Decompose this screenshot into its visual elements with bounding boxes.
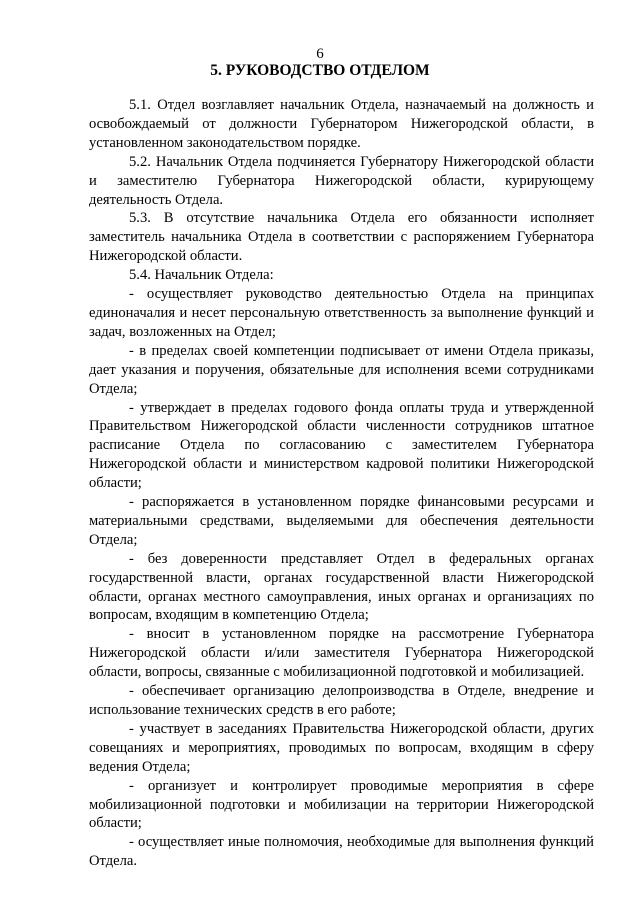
list-item-leadership: - осуществляет руководство деятельностью Отдела на принципах единоначалия и несет персональную ответственность за выполнение функций и задач, возложенных на Отдел; <box>89 286 594 340</box>
section-body <box>89 96 594 871</box>
list-item-representation: - без доверенности представляет Отдел в федеральных органах государственной власти, органах государственной власти Нижегородской области, органах местного самоуправления, иных органах и организациях по вопросам, входящим в компетенцию Отдела; <box>89 550 594 624</box>
list-item-proposals: - вносит в установленном порядке на рассмотрение Губернатора Нижегородской области и/или заместителя Губернатора Нижегородской области, вопросы, связанные с мобилизационной подготовкой и мобилизацией. <box>89 626 594 681</box>
list-item-other-powers: - осуществляет иные полномочия, необходимые для выполнения функций Отдела. <box>89 834 594 870</box>
page-number: 6 <box>316 46 324 62</box>
list-item-finances: - распоряжается в установленном порядке финансовыми ресурсами и материальными средствами, выделяемыми для обеспечения деятельности Отдела; <box>89 494 594 548</box>
section-title: 5. РУКОВОДСТВО ОТДЕЛОМ <box>210 62 430 79</box>
list-item-meetings: - участвует в заседаниях Правительства Нижегородской области, других совещаниях и мероприятиях, проводимых по вопросам, входящим в сферу ведения Отдела; <box>89 720 594 775</box>
paragraph-5-1: 5.1. Отдел возглавляет начальник Отдела, назначаемый на должность и освобождаемый от должности Губернатором Нижегородской области, в установленном законодательством порядке. <box>89 97 594 151</box>
list-item-mobilization-control: - организует и контролирует проводимые мероприятия в сфере мобилизационной подготовки и мобилизации на территории Нижегородской области; <box>89 777 594 832</box>
list-item-signing-orders: - в пределах своей компетенции подписывает от имени Отдела приказы, дает указания и поручения, обязательные для исполнения всеми сотрудниками Отдела; <box>89 342 594 397</box>
paragraph-5-2: 5.2. Начальник Отдела подчиняется Губернатору Нижегородской области и заместителю Губернатора Нижегородской области, курирующему деятельность Отдела. <box>89 153 594 208</box>
list-item-staff-schedule: - утверждает в пределах годового фонда оплаты труда и утвержденной Правительством Нижегородской области численности сотрудников штатное расписание Отдела по согласованию с заместителем Губернатора Нижегородской области и министерством кадровой политики Нижегородской области; <box>89 399 594 492</box>
paragraph-5-4-intro: 5.4. Начальник Отдела: <box>129 267 274 284</box>
paragraph-5-3: 5.3. В отсутствие начальника Отдела его обязанности исполняет заместитель начальника Отдела в соответствии с распоряжением Губернатора Нижегородской области. <box>89 210 594 265</box>
list-item-records-management: - обеспечивает организацию делопроизводства в Отделе, внедрение и использование технических средств в его работе; <box>89 683 594 718</box>
